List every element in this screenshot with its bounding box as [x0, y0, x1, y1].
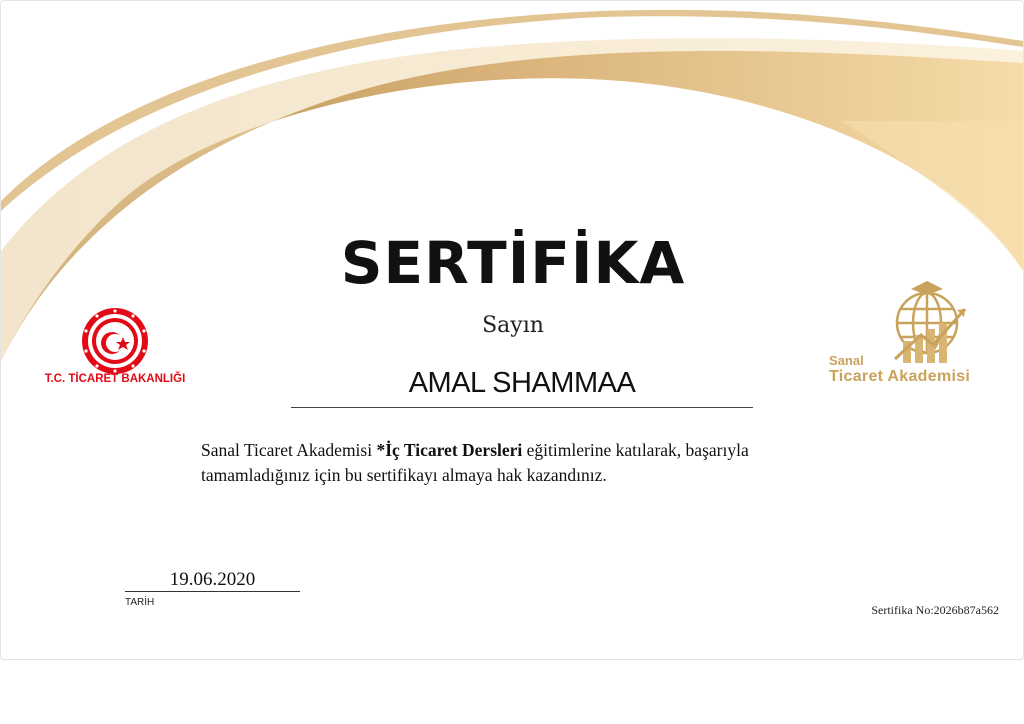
academy-logo-text-line2: Ticaret Akademisi — [829, 368, 971, 385]
body-prefix: Sanal Ticaret Akademisi — [201, 440, 377, 460]
certificate-title: SERTİFİKA — [340, 229, 686, 297]
body-line1-suffix: eğitimlerine katılarak, başarıyla — [522, 440, 749, 460]
course-name: *İç Ticaret Dersleri — [376, 440, 523, 460]
certificate-number: Sertifika No:2026b87a562 — [871, 603, 999, 617]
ministry-logo-text: T.C. TİCARET BAKANLIĞI — [44, 373, 186, 385]
date-label: TARİH — [125, 597, 155, 608]
name-underline — [291, 407, 753, 408]
body-line2: tamamladığınız için bu sertifikayı almaya hak kazandınız. — [201, 465, 607, 485]
salutation: Sayın — [482, 313, 544, 338]
date-underline — [125, 591, 300, 592]
certificate-body — [201, 438, 851, 488]
academy-logo-text-line1: Sanal — [829, 353, 864, 368]
certificate-date: 19.06.2020 — [169, 569, 256, 590]
recipient-name: AMAL SHAMMAA — [408, 367, 636, 399]
